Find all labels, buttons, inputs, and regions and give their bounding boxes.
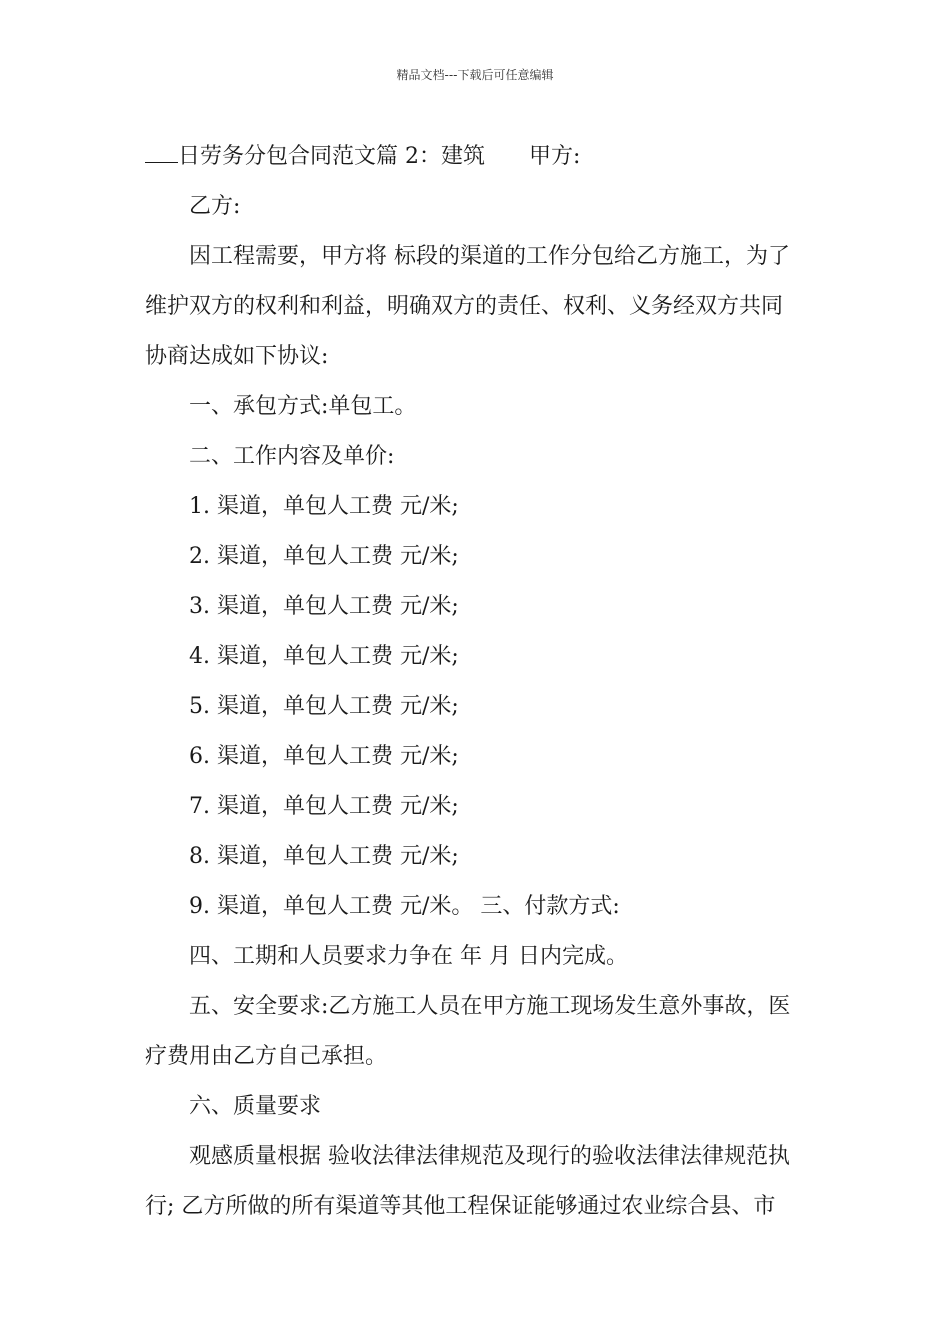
list-item: 3. 渠道，单包人工费 元/米; — [189, 594, 459, 619]
paragraph-line: 疗费用由乙方自己承担。 — [145, 1044, 388, 1069]
list-item: 2. 渠道，单包人工费 元/米; — [189, 544, 459, 569]
paragraph-line: 观感质量根据 验收法律法律规范及现行的验收法律法律规范执 — [189, 1144, 790, 1169]
document-body — [145, 132, 805, 1232]
paragraph-line: 协商达成如下协议: — [145, 344, 329, 369]
section-schedule: 四、工期和人员要求力争在 年 月 日内完成。 — [189, 944, 628, 969]
title-text: 日劳务分包合同范文篇 2：建筑 — [178, 144, 485, 169]
list-item: 7. 渠道，单包人工费 元/米; — [189, 794, 459, 819]
title-line — [145, 132, 805, 182]
blank-underline — [145, 144, 178, 163]
list-item: 5. 渠道，单包人工费 元/米; — [189, 694, 459, 719]
paragraph-line: 因工程需要，甲方将 标段的渠道的工作分包给乙方施工，为了 — [189, 244, 790, 269]
party-b-label: 乙方: — [189, 194, 241, 219]
list-item: 8. 渠道，单包人工费 元/米; — [189, 844, 459, 869]
section-contract-type: 一、承包方式:单包工。 — [189, 394, 417, 419]
paragraph-line: 行; 乙方所做的所有渠道等其他工程保证能够通过农业综合县、市 — [145, 1194, 776, 1219]
section-quality: 六、质量要求 — [189, 1094, 322, 1119]
list-item: 9. 渠道，单包人工费 元/米。 三、付款方式: — [189, 894, 620, 919]
page-header: 精品文档---下载后可任意编辑 — [396, 68, 554, 82]
section-safety: 五、安全要求:乙方施工人员在甲方施工现场发生意外事故，医 — [189, 994, 791, 1019]
list-item: 1. 渠道，单包人工费 元/米; — [189, 494, 459, 519]
list-item: 6. 渠道，单包人工费 元/米; — [189, 744, 459, 769]
section-work-content: 二、工作内容及单价: — [189, 444, 395, 469]
party-a-label: 甲方: — [529, 144, 581, 169]
list-item: 4. 渠道，单包人工费 元/米; — [189, 644, 459, 669]
paragraph-line: 维护双方的权利和利益，明确双方的责任、权利、义务经双方共同 — [145, 294, 784, 319]
